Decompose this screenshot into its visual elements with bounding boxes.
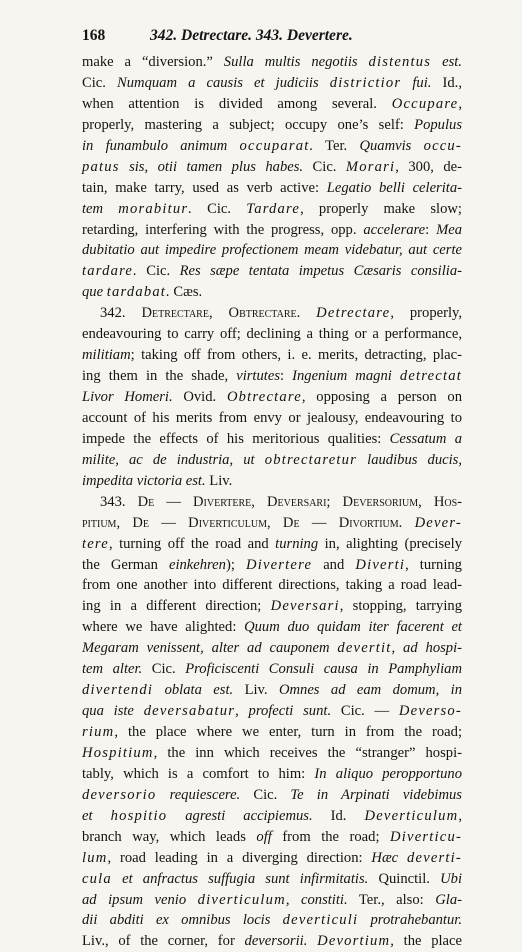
- text-line: impedita victoria est. Liv.: [82, 472, 233, 489]
- text-line: Hospitium, the inn which receives the “stranger” hospi-: [82, 744, 462, 761]
- text-line: Livor Homeri. Ovid. Obtrectare, opposing a person on: [82, 389, 462, 405]
- text-line: milite, ac de industria, ut obtrectaretur laudibus ducis,: [82, 451, 462, 468]
- text-line: branch way, which leads off from the road; Diverticu-: [82, 828, 463, 845]
- text-line: the German einkehren); Divertere and Diverti, turning: [82, 556, 462, 573]
- text-line: tain, make tarry, used as verb active: Legatio belli celerita-: [82, 179, 462, 196]
- text-line: cula et anfractus suffugia sunt infirmitatis. Quinctil. Ubi: [82, 870, 462, 887]
- text-line: lum, road leading in a diverging direction: Hæc deverti-: [82, 849, 462, 866]
- body-text: [82, 52, 462, 952]
- text-line: dubitatio aut impedire profectionem meam videbatur, aut certe: [82, 242, 462, 259]
- text-line: when attention is divided among several. Occupare,: [82, 95, 462, 112]
- text-line: ing them in the shade, virtutes: Ingenium magni detrectat: [82, 368, 462, 385]
- text-line: deversorio requiescere. Cic. Te in Arpinati videbimus: [82, 786, 462, 803]
- text-line: endeavouring to carry off; declining a thing or a performance,: [82, 326, 462, 343]
- text-line: tem morabitur. Cic. Tardare, properly make slow;: [82, 200, 462, 217]
- text-line: from one another into different directions, taking a road lead-: [82, 577, 462, 594]
- text-line: tere, turning off the road and turning in, alighting (precisely: [82, 535, 462, 552]
- text-line: Liv., of the corner, for deversorii. Devortium, the place: [82, 933, 462, 950]
- text-line: Megaram venissent, alter ad cauponem devertit, ad hospi-: [82, 640, 463, 657]
- text-line: pitium, De — Diverticulum, De — Divortium. Dever-: [82, 514, 462, 531]
- text-line: Cic. Numquam a causis et judiciis districtior fui. Id.,: [82, 74, 462, 91]
- text-line: patus sis, otii tamen plus habes. Cic. Morari, 300, de-: [82, 158, 463, 175]
- text-line: properly, mastering a subject; occupy one’s self: Populus: [82, 116, 462, 133]
- text-line: tardare. Cic. Res sæpe tentata impetus Cæsaris consilia-: [82, 263, 462, 280]
- text-line: tem alter. Cic. Proficiscenti Consuli causa in Pamphyliam: [82, 661, 462, 678]
- text-line: tably, which is a comfort to him: In aliquo peropportuno: [82, 765, 462, 782]
- text-line: divertendi oblata est. Liv. Omnes ad eam domum, in: [82, 682, 462, 699]
- text-line: militiam; taking off from others, i. e. merits, detracting, plac-: [82, 347, 462, 364]
- text-line: retarding, interfering with the progress, opp. accelerare: Mea: [82, 221, 462, 238]
- text-line: where we have alighted: Quum duo quidam iter facerent et: [82, 619, 462, 636]
- text-line: account of his merits from envy or jealousy, endeavouring to: [82, 409, 462, 426]
- text-line: qua iste deversabatur, profecti sunt. Cic. — Deverso-: [82, 703, 462, 720]
- text-line: 342. Detrectare, Obtrectare. Detrectare, properly,: [100, 305, 463, 322]
- text-line: rium, the place where we enter, turn in from the road;: [82, 724, 462, 740]
- page-number: 168: [82, 27, 106, 44]
- text-line: ing in a different direction; Deversari, stopping, tarrying: [82, 598, 462, 615]
- text-line: ad ipsum venio diverticulum, constiti. Ter., also: Gla-: [82, 891, 462, 908]
- running-title: 342. Detrectare. 343. Devertere.: [150, 27, 353, 44]
- text-line: que tardabat. Cæs.: [82, 284, 203, 301]
- text-line: et hospitio agresti accipiemus. Id. Deverticulum,: [82, 807, 462, 824]
- text-line: 343. De — Divertere, Deversari; Deversorium, Hos-: [100, 493, 463, 510]
- text-line: in funambulo animum occuparat. Ter. Quamvis occu-: [82, 137, 462, 154]
- text-line: make a “diversion.” Sulla multis negotiis distentus est.: [82, 54, 462, 70]
- text-line: dii abditi ex omnibus locis deverticuli protrahebantur.: [82, 912, 462, 929]
- text-line: impede the effects of his meritorious qualities: Cessatum a: [82, 430, 462, 447]
- running-header: [82, 26, 464, 46]
